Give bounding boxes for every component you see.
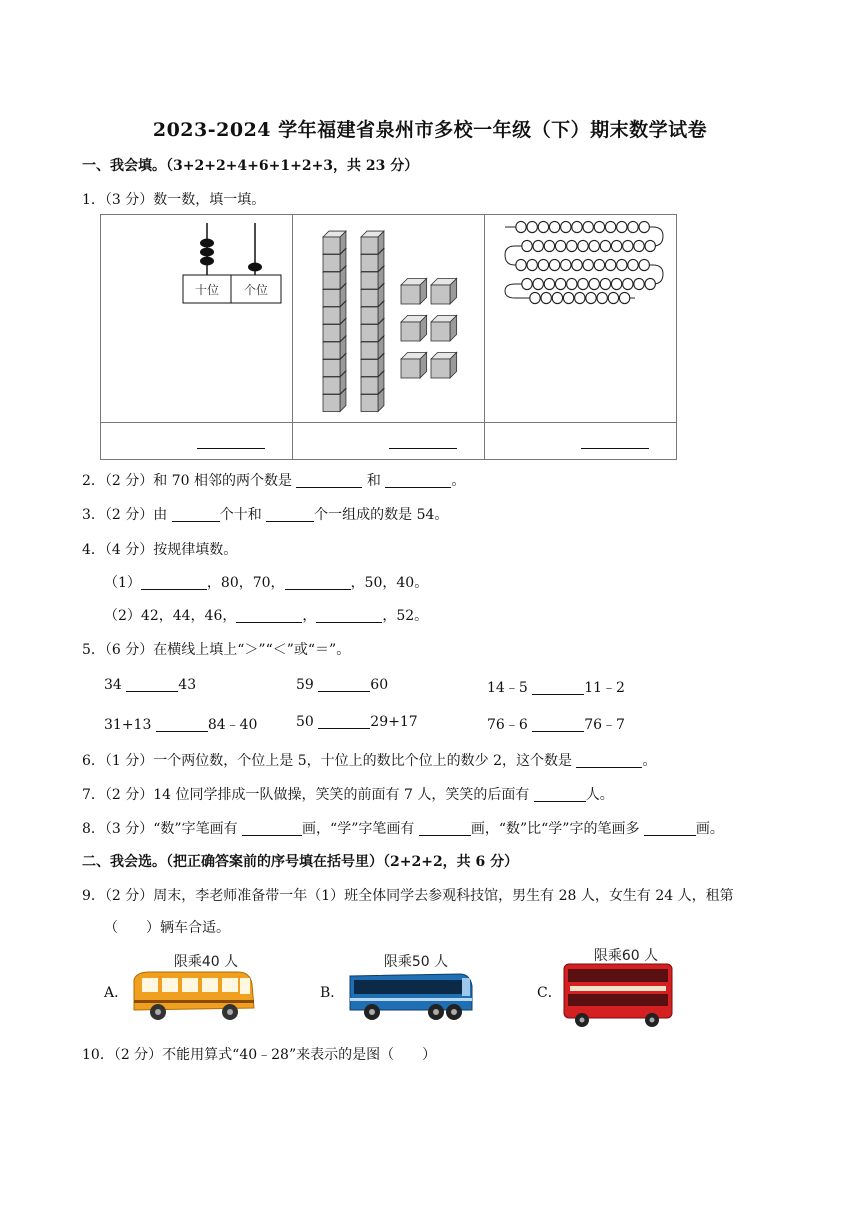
q5-blank-4[interactable] bbox=[156, 717, 208, 732]
bus-b-sign: 限乘50 人 bbox=[383, 954, 449, 970]
q6-blank[interactable] bbox=[576, 753, 642, 768]
unit-cube-5 bbox=[401, 352, 427, 378]
bead-9 bbox=[605, 221, 615, 232]
bead-37 bbox=[522, 278, 532, 289]
bead-55 bbox=[597, 292, 607, 303]
bead-6 bbox=[572, 221, 582, 232]
page-title: 2023-2024 学年福建省泉州市多校一年级（下）期末数学试卷 bbox=[152, 119, 708, 141]
ten-rod-1-unit-1 bbox=[323, 231, 346, 254]
bead-35 bbox=[628, 259, 638, 270]
bead-57 bbox=[619, 292, 629, 303]
q5-item-3: 14﹣5 11﹣2 bbox=[487, 680, 625, 696]
answer-cell-2 bbox=[293, 423, 485, 460]
bead-8 bbox=[594, 221, 604, 232]
bead-18 bbox=[578, 240, 588, 251]
bead-19 bbox=[589, 240, 599, 251]
bead-4 bbox=[549, 221, 559, 232]
bead-15 bbox=[544, 240, 554, 251]
bead-13 bbox=[522, 240, 532, 251]
q9-option-a-label[interactable]: A． bbox=[104, 985, 129, 1001]
q3-blank-1[interactable] bbox=[172, 507, 220, 522]
question-2: 2．（2 分）和 70 相邻的两个数是 和 。 bbox=[82, 473, 466, 489]
answer-blank-3[interactable] bbox=[581, 448, 649, 449]
bead-32 bbox=[594, 259, 604, 270]
abacus-ones-label: 个位 bbox=[243, 283, 269, 297]
q4-2-blank-1[interactable] bbox=[236, 608, 302, 623]
bead-50 bbox=[541, 292, 551, 303]
section-2-heading: 二、我会选。（把正确答案前的序号填在括号里）（2+2+2，共 6 分） bbox=[82, 854, 519, 870]
bead-5 bbox=[561, 221, 571, 232]
q5-blank-2[interactable] bbox=[318, 677, 370, 692]
question-1-table bbox=[100, 214, 677, 460]
bead-33 bbox=[605, 259, 615, 270]
beads-cell bbox=[485, 215, 677, 423]
bead-47 bbox=[634, 278, 644, 289]
bead-2 bbox=[527, 221, 537, 232]
bead-44 bbox=[600, 278, 610, 289]
unit-cube-3 bbox=[401, 315, 427, 341]
q5-item-2: 59 60 bbox=[296, 677, 389, 693]
bead-46 bbox=[623, 278, 633, 289]
question-10: 10．（2 分）不能用算式“40﹣28”来表示的是图（ ） bbox=[82, 1047, 437, 1063]
bead-3 bbox=[538, 221, 548, 232]
bead-17 bbox=[567, 240, 577, 251]
q7-blank[interactable] bbox=[534, 787, 586, 802]
bead-43 bbox=[589, 278, 599, 289]
answer-blank-1[interactable] bbox=[197, 448, 265, 449]
bead-53 bbox=[575, 292, 585, 303]
bead-25 bbox=[516, 259, 526, 270]
question-9-line-2: （ ）辆车合适。 bbox=[104, 920, 230, 936]
unit-cube-1 bbox=[401, 278, 427, 304]
bead-29 bbox=[561, 259, 571, 270]
q2-blank-2[interactable] bbox=[385, 473, 451, 488]
q5-blank-1[interactable] bbox=[126, 677, 178, 692]
question-4-part-2: （2）42，44，46， ， ，52。 bbox=[104, 608, 429, 624]
bead-24 bbox=[645, 240, 655, 251]
q9-option-b-label[interactable]: B． bbox=[320, 985, 345, 1001]
bead-12 bbox=[639, 221, 649, 232]
q5-blank-3[interactable] bbox=[532, 680, 584, 695]
ten-rod-2-unit-1 bbox=[361, 231, 384, 254]
q5-item-1: 34 43 bbox=[104, 677, 197, 693]
bead-23 bbox=[634, 240, 644, 251]
bead-7 bbox=[583, 221, 593, 232]
question-4-part-1: （1） ，80，70， ，50，40。 bbox=[104, 575, 429, 591]
q3-blank-2[interactable] bbox=[266, 507, 314, 522]
answer-cell-3 bbox=[485, 423, 677, 460]
abacus-illustration bbox=[101, 215, 292, 422]
bead-48 bbox=[645, 278, 655, 289]
bead-41 bbox=[567, 278, 577, 289]
question-8: 8．（3 分）“数”字笔画有 画，“学”字笔画有 画，“数”比“学”字的笔画多 画。 bbox=[82, 821, 724, 837]
section-1-heading: 一、我会填。（3+2+2+4+6+1+2+3，共 23 分） bbox=[82, 158, 419, 174]
q9-option-a-image[interactable] bbox=[126, 950, 258, 1026]
blocks-cell bbox=[293, 215, 485, 423]
question-6: 6．（1 分）一个两位数，个位上是 5，十位上的数比个位上的数少 2，这个数是 。 bbox=[82, 753, 657, 769]
bead-56 bbox=[608, 292, 618, 303]
bead-51 bbox=[552, 292, 562, 303]
bead-31 bbox=[583, 259, 593, 270]
bead-28 bbox=[549, 259, 559, 270]
bead-49 bbox=[530, 292, 540, 303]
bead-39 bbox=[544, 278, 554, 289]
q5-blank-6[interactable] bbox=[532, 717, 584, 732]
unit-cube-6 bbox=[431, 352, 457, 378]
q5-item-6: 76﹣6 76﹣7 bbox=[487, 717, 625, 733]
bead-26 bbox=[527, 259, 537, 270]
question-3: 3．（2 分）由 个十和 个一组成的数是 54。 bbox=[82, 507, 449, 523]
bead-10 bbox=[617, 221, 627, 232]
unit-cube-4 bbox=[431, 315, 457, 341]
bead-36 bbox=[639, 259, 649, 270]
q9-option-c-label[interactable]: C． bbox=[537, 985, 562, 1001]
bead-string-illustration bbox=[485, 215, 676, 422]
abacus-cell bbox=[101, 215, 293, 423]
bead-11 bbox=[628, 221, 638, 232]
bead-45 bbox=[611, 278, 621, 289]
bead-16 bbox=[555, 240, 565, 251]
q2-blank-1[interactable] bbox=[296, 473, 362, 488]
question-7: 7．（2 分）14 位同学排成一队做操，笑笑的前面有 7 人，笑笑的后面有 人。 bbox=[82, 787, 614, 803]
answer-cell-1 bbox=[101, 423, 293, 460]
abacus-tens-label: 十位 bbox=[194, 283, 220, 297]
q9-option-c-image[interactable] bbox=[560, 944, 676, 1028]
bead-1 bbox=[516, 221, 526, 232]
q9-option-b-image[interactable] bbox=[344, 950, 476, 1026]
bead-42 bbox=[578, 278, 588, 289]
bus-a-sign: 限乘40 人 bbox=[173, 954, 239, 970]
bead-21 bbox=[611, 240, 621, 251]
question-9-line-1: 9．（2 分）周末，李老师准备带一年（1）班全体同学去参观科技馆，男生有 28 人，女生有 24 人，租第 bbox=[82, 888, 734, 904]
question-4: 4．（4 分）按规律填数。 bbox=[82, 542, 238, 558]
bead-22 bbox=[623, 240, 633, 251]
q8-blank-2[interactable] bbox=[419, 821, 471, 836]
bead-14 bbox=[533, 240, 543, 251]
q4-1-blank-2[interactable] bbox=[285, 575, 351, 590]
q4-1-blank-1[interactable] bbox=[141, 575, 207, 590]
base-ten-blocks-illustration bbox=[293, 215, 484, 422]
question-1: 1．（3 分）数一数，填一填。 bbox=[82, 192, 266, 208]
bead-38 bbox=[533, 278, 543, 289]
answer-blank-2[interactable] bbox=[389, 448, 457, 449]
q8-blank-3[interactable] bbox=[644, 821, 696, 836]
bead-27 bbox=[538, 259, 548, 270]
q8-blank-1[interactable] bbox=[242, 821, 302, 836]
q5-blank-5[interactable] bbox=[318, 714, 370, 729]
q5-item-4: 31+13 84﹣40 bbox=[104, 717, 258, 733]
bead-20 bbox=[600, 240, 610, 251]
question-5: 5．（6 分）在横线上填上“＞”“＜”或“＝”。 bbox=[82, 642, 351, 658]
bead-40 bbox=[555, 278, 565, 289]
bead-30 bbox=[572, 259, 582, 270]
bead-52 bbox=[563, 292, 573, 303]
bead-54 bbox=[586, 292, 596, 303]
bus-c-sign: 限乘60 人 bbox=[593, 948, 659, 964]
q5-item-5: 50 29+17 bbox=[296, 714, 418, 730]
unit-cube-2 bbox=[431, 278, 457, 304]
q4-2-blank-2[interactable] bbox=[316, 608, 382, 623]
bead-34 bbox=[617, 259, 627, 270]
